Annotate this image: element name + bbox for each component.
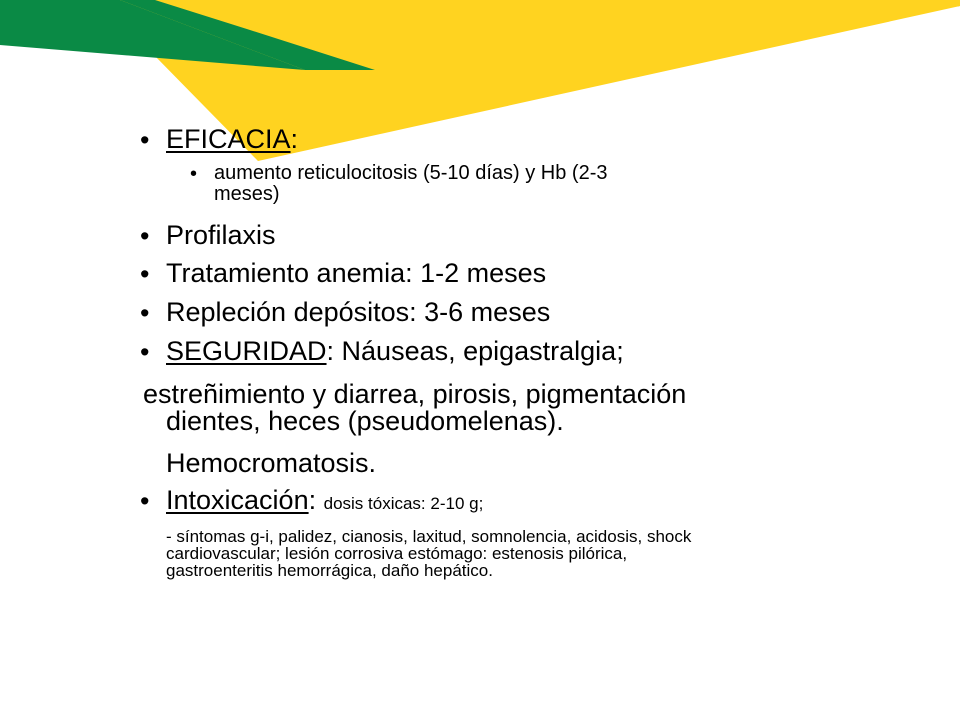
intoxicacion-symptoms-line2: cardiovascular; lesión corrosiva estómago: estenosis pilórica, (166, 544, 628, 563)
eficacia-label: EFICACIA (166, 124, 291, 154)
bullet-profilaxis: • (140, 221, 150, 251)
replecion-item: Repleción depósitos: 3-6 meses (166, 297, 551, 327)
bullet-eficacia-sub: • (190, 163, 198, 185)
intoxicacion-colon: : (308, 485, 324, 515)
intoxicacion-symptoms-line3: gastroenteritis hemorrágica, daño hepático. (166, 561, 493, 580)
seguridad-heading (166, 337, 624, 365)
bullet-seguridad: • (140, 337, 150, 367)
bullet-tratamiento: • (140, 259, 150, 289)
bullet-replecion: • (140, 298, 150, 328)
eficacia-sub-line1: aumento reticulocitosis (5-10 días) y Hb (2-3 (214, 162, 608, 184)
seguridad-line3: dientes, heces (pseudomelenas). (166, 406, 564, 436)
seguridad-rest: : Náuseas, epigastralgia; (326, 336, 624, 366)
intoxicacion-label: Intoxicación (166, 485, 309, 515)
eficacia-heading (166, 125, 298, 153)
eficacia-sub-line2: meses) (214, 183, 280, 205)
bullet-intoxicacion: • (140, 486, 150, 516)
seguridad-line2: estreñimiento y diarrea, pirosis, pigmentación (143, 379, 687, 409)
eficacia-colon: : (290, 124, 299, 154)
bullet-eficacia: • (140, 125, 150, 155)
intoxicacion-heading (166, 486, 483, 514)
seguridad-label: SEGURIDAD (166, 336, 327, 366)
seguridad-line4: Hemocromatosis. (166, 448, 377, 478)
profilaxis-item: Profilaxis (166, 220, 276, 250)
tratamiento-item: Tratamiento anemia: 1-2 meses (166, 258, 547, 288)
intoxicacion-symptoms-line1: - síntomas g-i, palidez, cianosis, laxitud, somnolencia, acidosis, shock (166, 527, 692, 546)
intoxicacion-dose: dosis tóxicas: 2-10 g; (323, 494, 484, 513)
